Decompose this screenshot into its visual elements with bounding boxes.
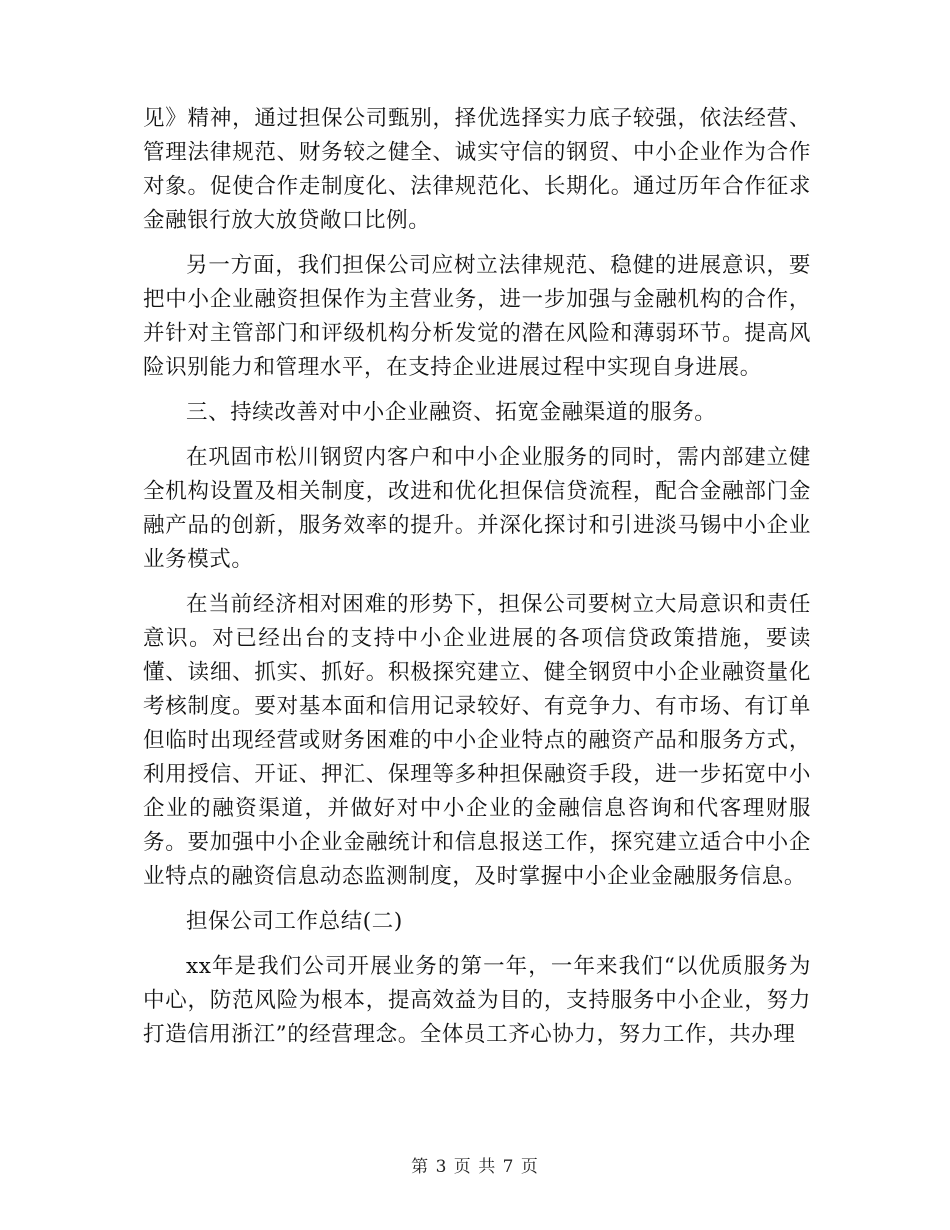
paragraph-continuation: 见》精神，通过担保公司甄别，择优选择实力底子较强，依法经营、管理法律规范、财务较之健全、诚实守信的钢贸、中小企业作为合作对象。促使合作走制度化、法律规范化、长期化。通过历年合作征求金融银行放大放贷敞口比例。 <box>143 106 811 233</box>
section-title-summary-two: 担保公司工作总结(二) <box>186 909 403 934</box>
paragraph-economic-situation: 在当前经济相对困难的形势下，担保公司要树立大局意识和责任意识。对已经出台的支持中小企业进展的各项信贷政策措施，要读懂、读细、抓实、抓好。积极探究建立、健全钢贸中小企业融资量化考核制度。要对基本面和信用记录较好、有竞争力、有市场、有订单但临时出现经营或财务困难的中小企业特点的融资产品和服务方式，利用授信、开证、押汇、保理等多种担保融资手段，进一步拓宽中小企业的融资渠道，并做好对中小企业的金融信息咨询和代客理财服务。要加强中小企业金融统计和信息报送工作，探究建立适合中小企业特点的融资信息动态监测制度，及时掌握中小企业金融服务信息。 <box>143 592 811 889</box>
paragraph-first-year: xx年是我们公司开展业务的第一年，一年来我们“以优质服务为中心，防范风险为根本，提高效益为目的，支持服务中小企业，努力打造信用浙江”的经营理念。全体员工齐心协力，努力工作，共办理 <box>143 954 811 1047</box>
paragraph-development-awareness: 另一方面，我们担保公司应树立法律规范、稳健的进展意识，要把中小企业融资担保作为主营业务，进一步加强与金融机构的合作，并针对主管部门和评级机构分析发觉的潜在风险和薄弱环节。提高风险识别能力和管理水平，在支持企业进展过程中实现自身进展。 <box>143 253 811 380</box>
section-heading-three: 三、持续改善对中小企业融资、拓宽金融渠道的服务。 <box>186 400 717 425</box>
page-number-footer: 第 3 页 共 7 页 <box>411 1157 539 1177</box>
paragraph-consolidate-clients: 在巩固市松川钢贸内客户和中小企业服务的同时，需内部建立健全机构设置及相关制度，改进和优化担保信贷流程，配合金融部门金融产品的创新，服务效率的提升。并深化探讨和引进淡马锡中小企业业务模式。 <box>143 445 811 572</box>
document-body <box>143 102 811 1052</box>
